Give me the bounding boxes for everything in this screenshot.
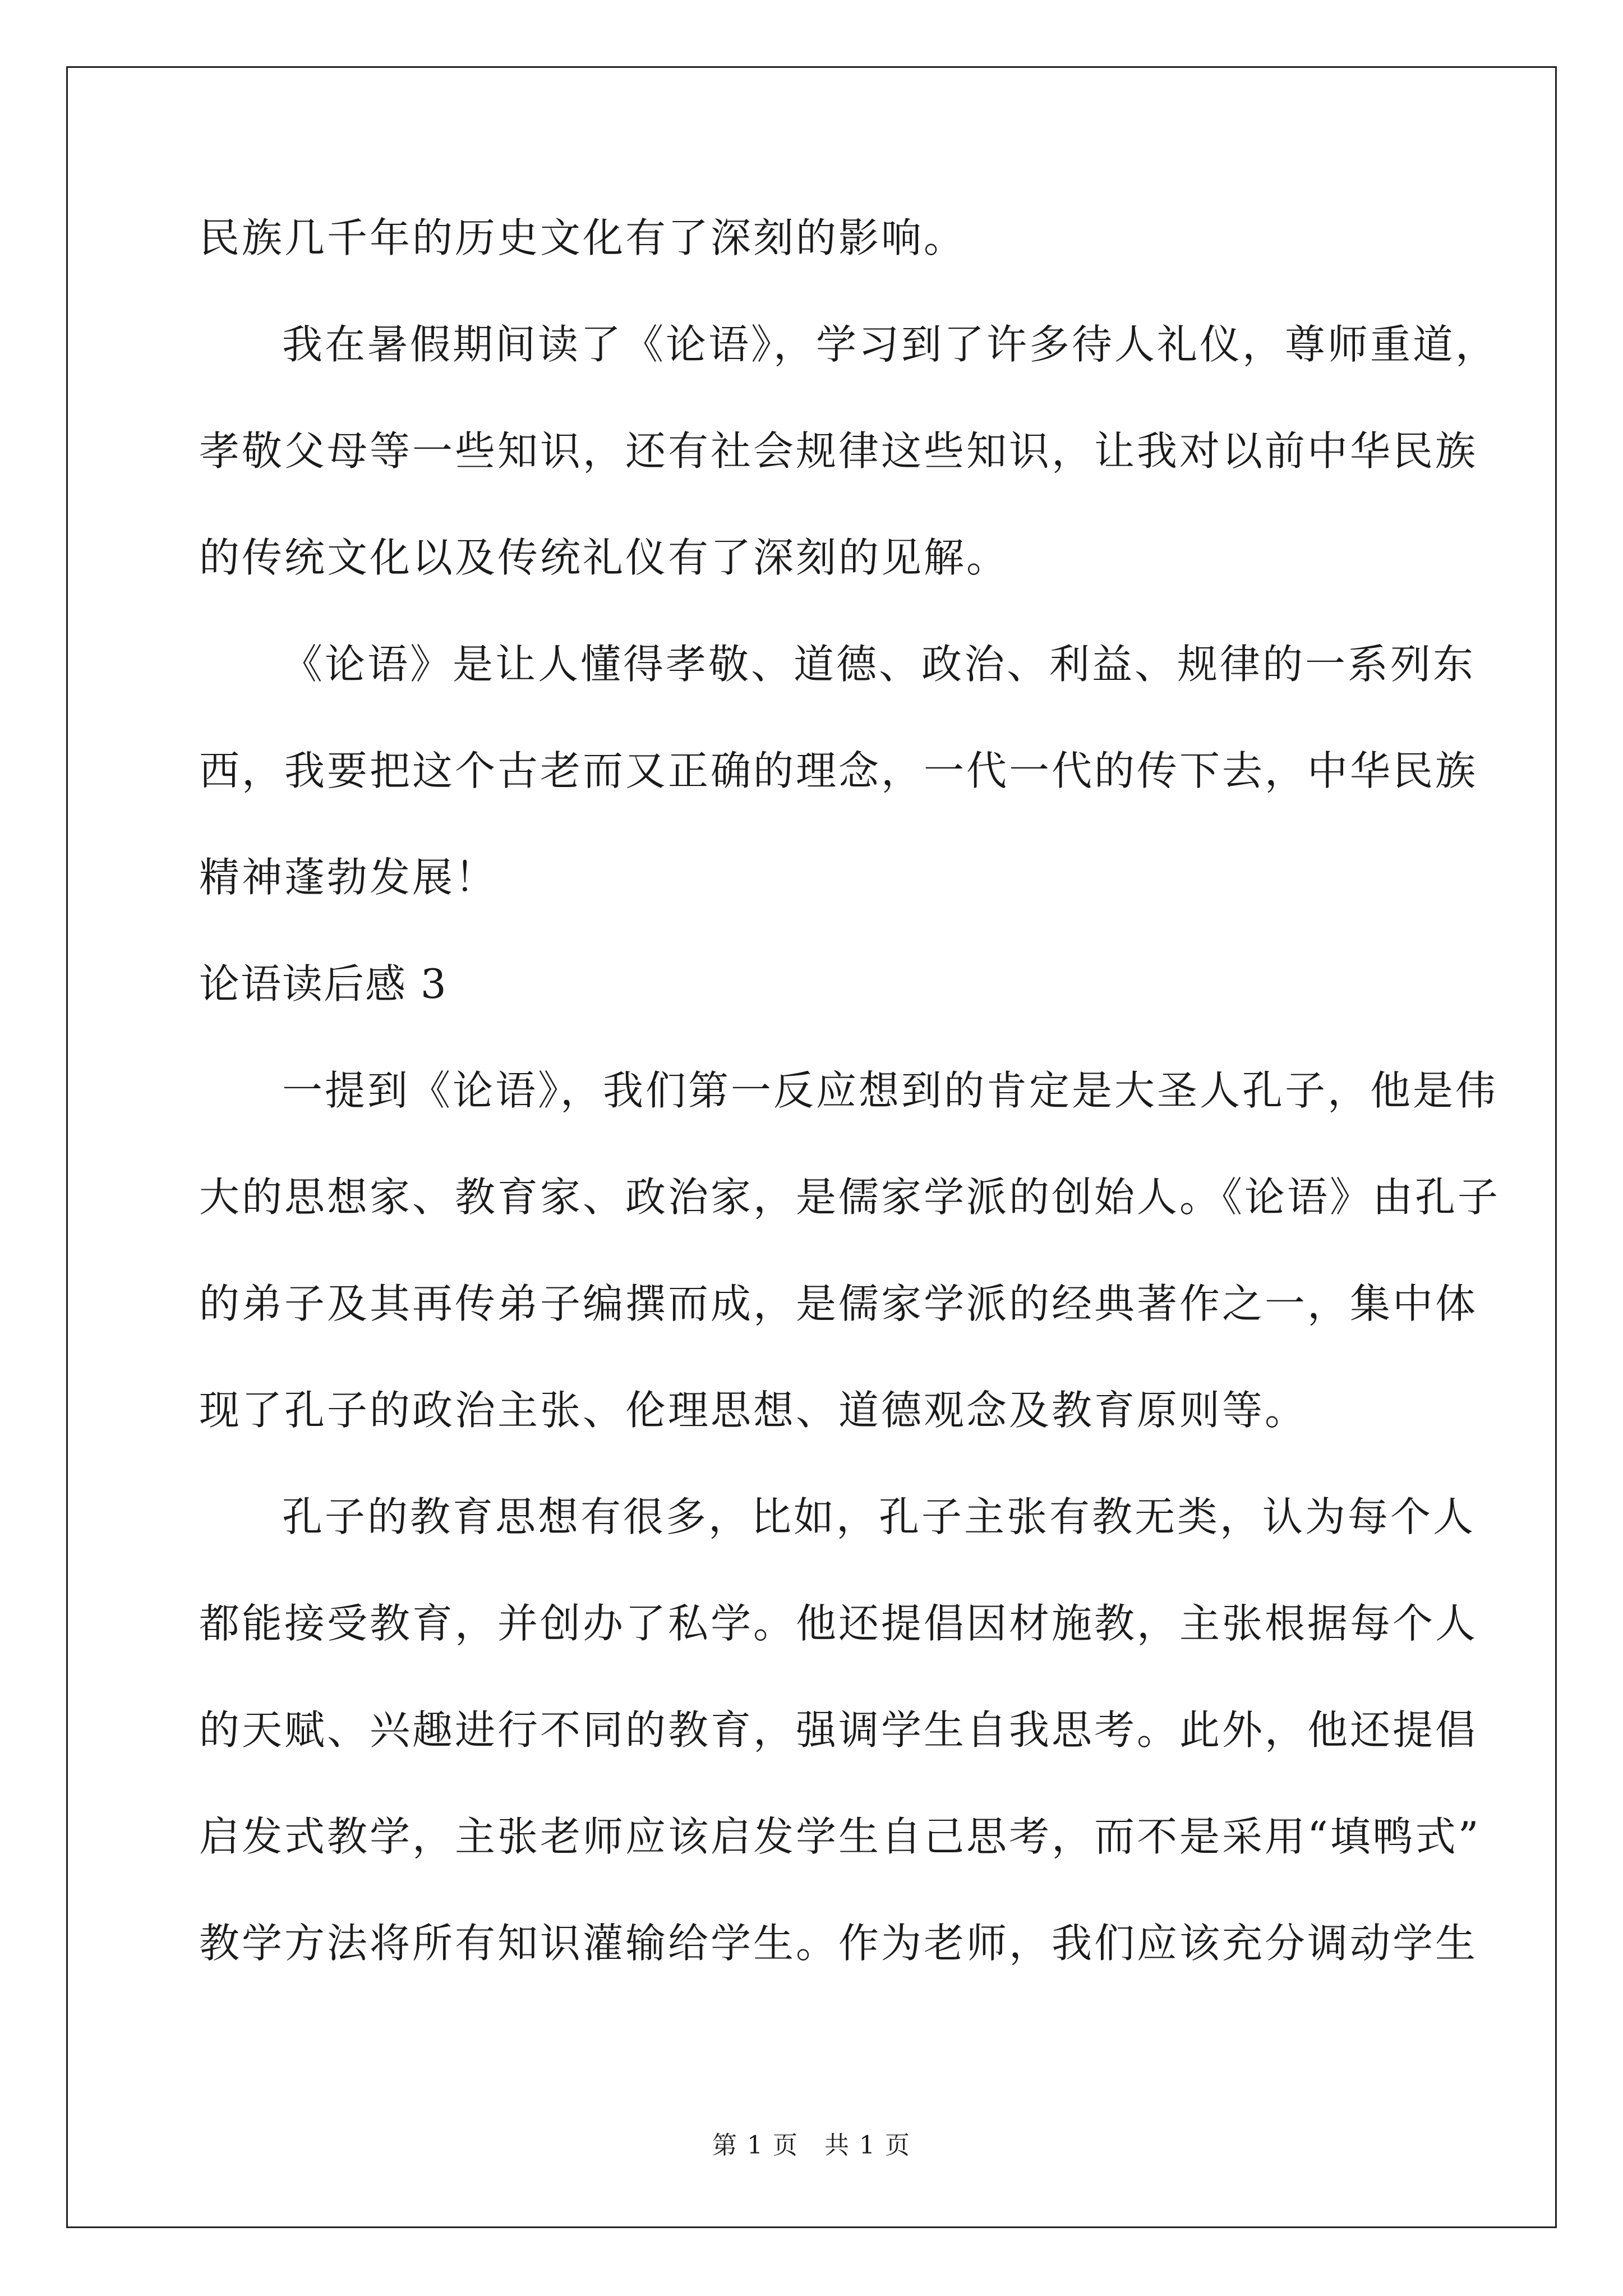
text-line: 《论语》是让人懂得孝敬、道德、政治、利益、规律的一系列东 [282, 641, 1476, 688]
page-footer: 第 1 页 共 1 页 [712, 2131, 911, 2160]
text-line: 我在暑假期间读了《论语》，学习到了许多待人礼仪，尊师重道， [282, 321, 1498, 368]
text-line: 孝敬父母等一些知识，还有社会规律这些知识，让我对以前中华民族 [199, 427, 1478, 475]
text-line: 精神蓬勃发展！ [199, 854, 498, 901]
text-line: 民族几千年的历史文化有了深刻的影响。 [199, 214, 967, 261]
text-line: 现了孔子的政治主张、伦理思想、道德观念及教育原则等。 [199, 1387, 1308, 1434]
text-line: 大的思想家、教育家、政治家，是儒家学派的创始人。《论语》由孔子 [199, 1174, 1501, 1221]
text-line: 都能接受教育，并创办了私学。他还提倡因材施教，主张根据每个人 [199, 1600, 1478, 1647]
text-line: 的传统文化以及传统礼仪有了深刻的见解。 [199, 534, 1009, 581]
text-line: 西，我要把这个古老而又正确的理念，一代一代的传下去，中华民族 [199, 747, 1478, 794]
section-heading: 论语读后感 3 [199, 960, 448, 1007]
text-line: 启发式教学，主张老师应该启发学生自己思考，而不是采用“填鸭式” [199, 1813, 1481, 1860]
text-line: 的弟子及其再传弟子编撰而成，是儒家学派的经典著作之一，集中体 [199, 1280, 1478, 1327]
document-body [199, 214, 1501, 2030]
text-line: 教学方法将所有知识灌输给学生。作为老师，我们应该充分调动学生 [199, 1920, 1478, 1967]
text-line: 一提到《论语》，我们第一反应想到的肯定是大圣人孔子，他是伟 [282, 1067, 1498, 1114]
text-line: 孔子的教育思想有很多，比如，孔子主张有教无类，认为每个人 [282, 1493, 1476, 1540]
text-line: 的天赋、兴趣进行不同的教育，强调学生自我思考。此外，他还提倡 [199, 1706, 1478, 1754]
